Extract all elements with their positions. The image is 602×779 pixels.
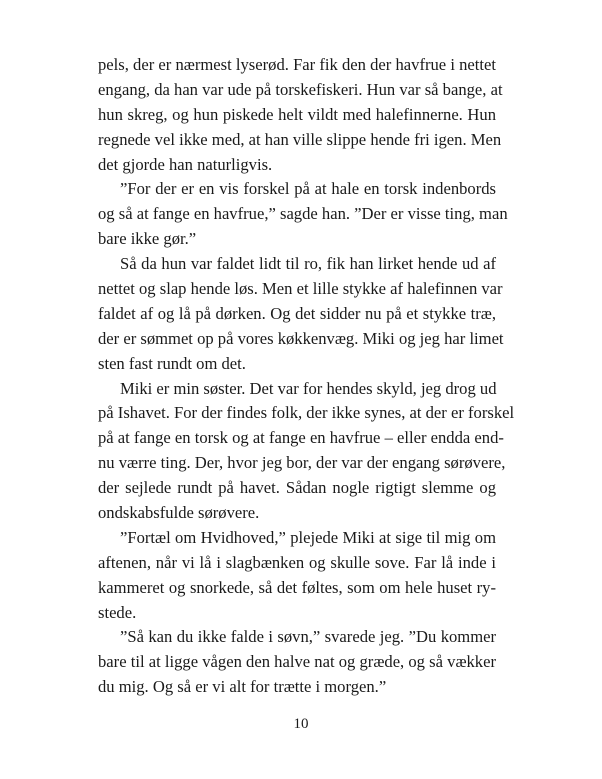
text-line: Så da hun var faldet lidt til ro, fik han lirket hende ud af — [120, 254, 496, 274]
text-line: ”For der er en vis forskel på at hale en torsk indenbords — [120, 179, 496, 199]
text-line: bare ikke gør.” — [98, 229, 197, 249]
text-line: nettet og slap hende løs. Men et lille stykke af halefinnen var — [98, 279, 503, 299]
text-line: på Ishavet. For der findes folk, der ikke synes, at der er forskel — [98, 403, 515, 423]
text-line: og så at fange en havfrue,” sagde han. ”Der er visse ting, man — [98, 204, 508, 224]
text-line: ”Fortæl om Hvidhoved,” plejede Miki at sige til mig om — [120, 527, 496, 547]
text-line: sten fast rundt om det. — [98, 353, 246, 373]
text-line: hun skreg, og hun piskede helt vildt med halefinnerne. Hun — [98, 104, 496, 124]
text-line: stede. — [98, 602, 137, 622]
text-line: der sejlede rundt på havet. Sådan nogle rigtigt slemme og — [98, 478, 496, 498]
paragraph-6 — [98, 625, 496, 700]
text-line: engang, da han var ude på torskefiskeri. Hun var så bange, at — [98, 79, 503, 99]
body-text — [98, 53, 515, 700]
paragraph-1 — [98, 53, 503, 177]
text-line: det gjorde han naturligvis. — [98, 154, 273, 174]
text-line: der er sømmet op på vores køkkenvæg. Miki og jeg har limet — [98, 328, 504, 348]
paragraph-3 — [98, 252, 504, 376]
text-line: på at fange en torsk og at fange en havfrue – eller endda end- — [98, 428, 504, 448]
text-line: pels, der er nærmest lyserød. Far fik den der havfrue i nettet — [98, 55, 496, 74]
text-line: ondskabsfulde sørøvere. — [98, 503, 260, 523]
page-number: 10 — [293, 716, 309, 732]
text-line: aftenen, når vi lå i slagbænken og skulle sove. Far lå inde i — [98, 552, 496, 572]
text-line: nu værre ting. Der, hvor jeg bor, der var der engang sørøvere, — [98, 453, 506, 473]
text-line: bare til at ligge vågen den halve nat og græde, og så vækker — [98, 652, 496, 672]
text-line: du mig. Og så er vi alt for trætte i morgen.” — [98, 677, 387, 697]
paragraph-2 — [98, 177, 508, 252]
paragraph-5 — [98, 526, 496, 626]
text-line: faldet af og lå på dørken. Og det sidder nu på et stykke træ, — [98, 303, 496, 323]
text-line: regnede vel ikke med, at han ville slippe hende fri igen. Men — [98, 129, 502, 149]
text-line: kammeret og snorkede, så det føltes, som om hele huset ry- — [98, 577, 496, 597]
text-line: ”Så kan du ikke falde i søvn,” svarede jeg. ”Du kommer — [120, 627, 496, 647]
text-line: Miki er min søster. Det var for hendes skyld, jeg drog ud — [120, 378, 497, 398]
paragraph-4 — [98, 377, 515, 526]
